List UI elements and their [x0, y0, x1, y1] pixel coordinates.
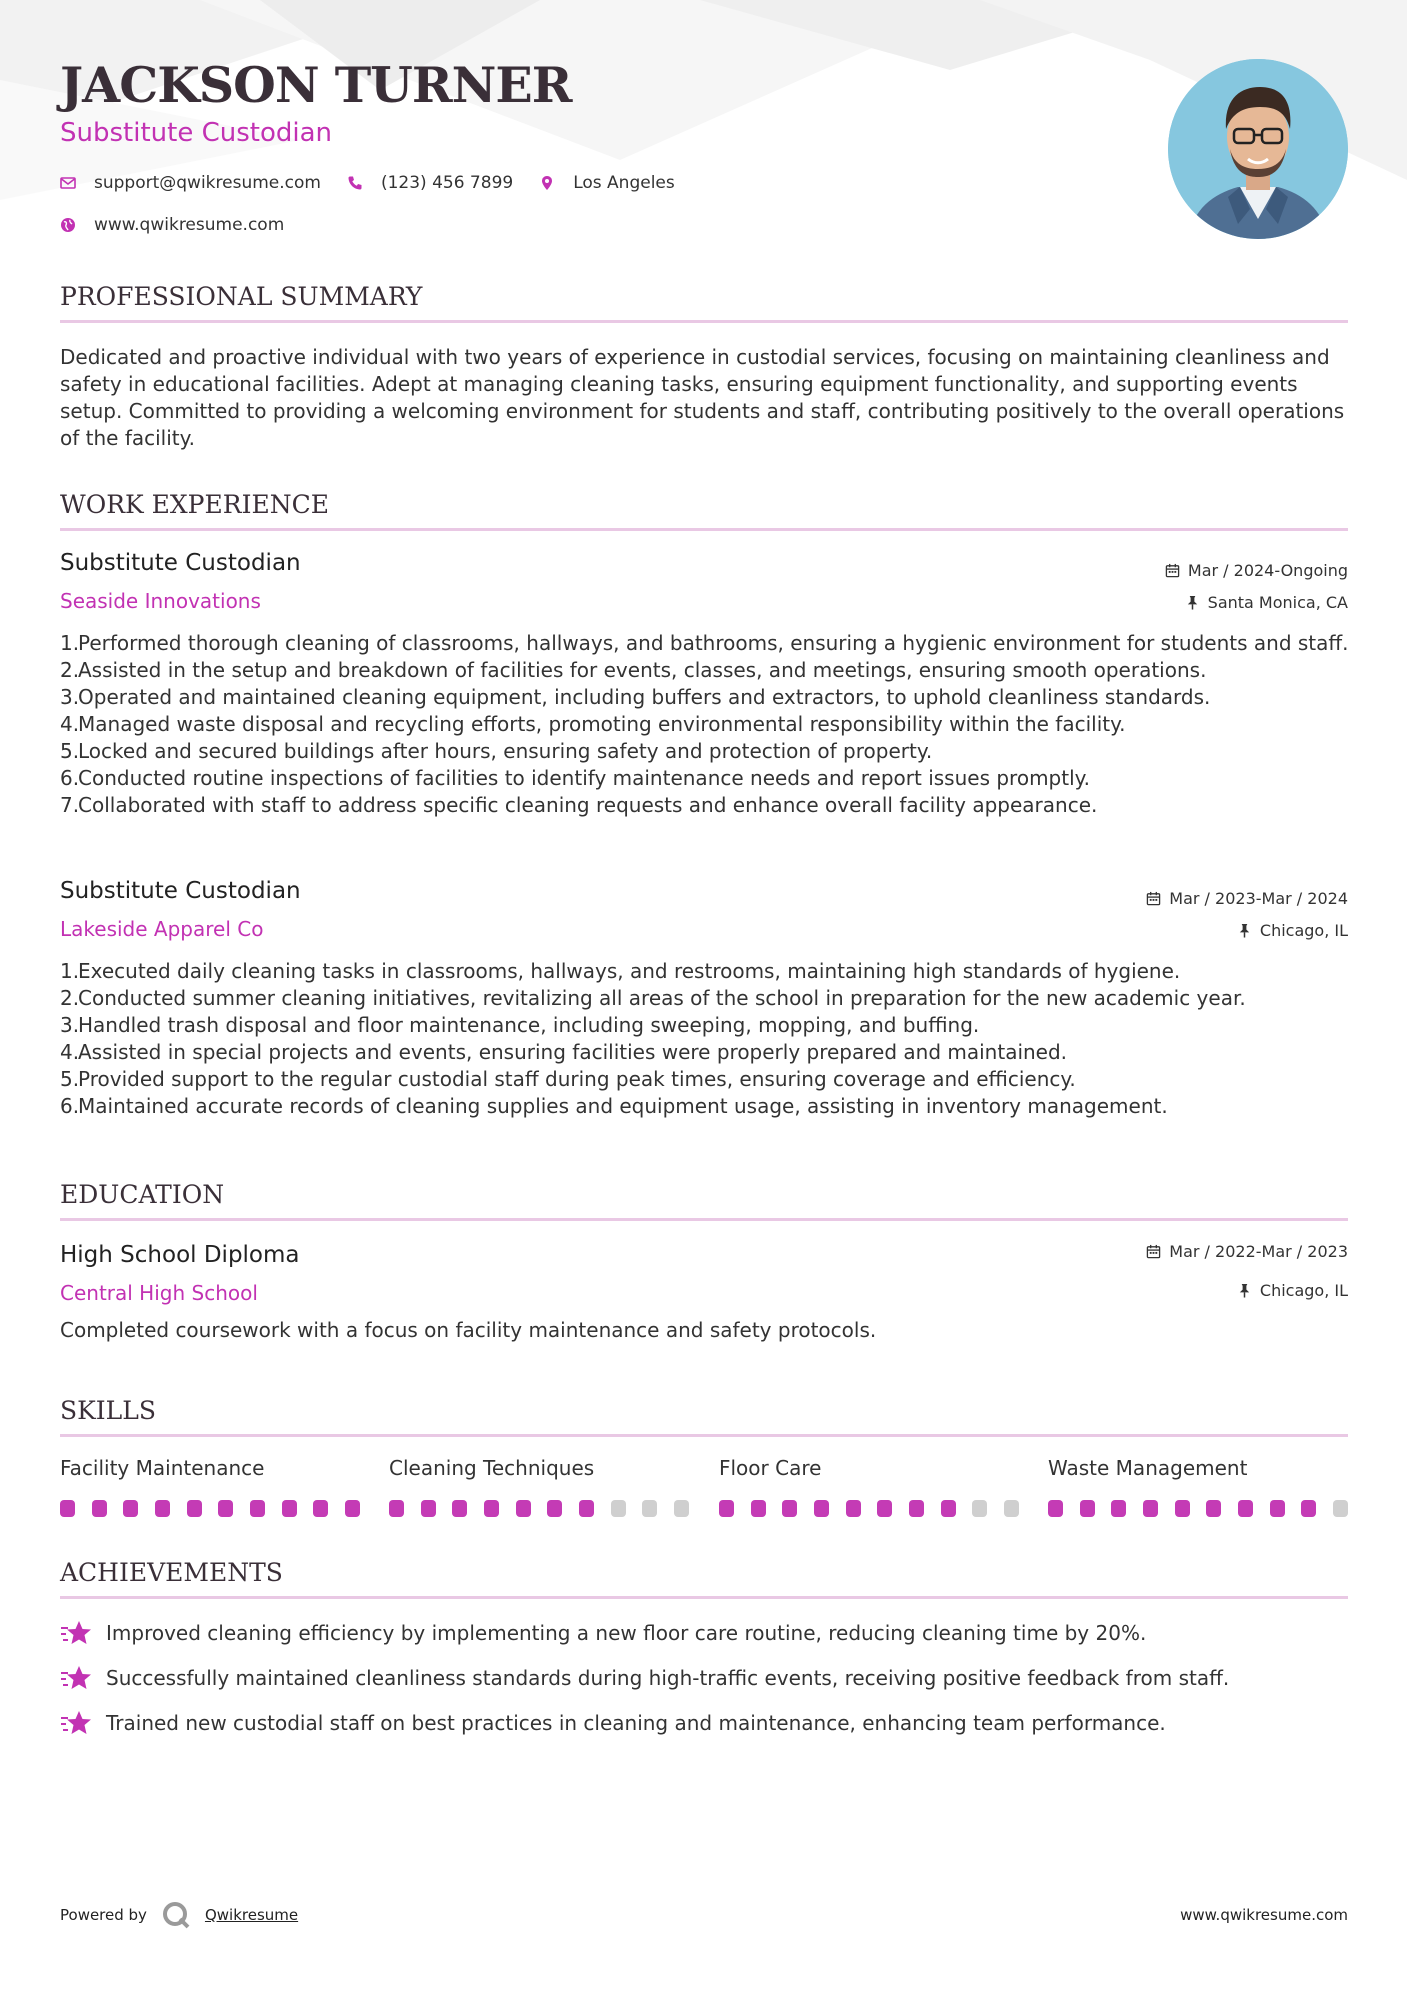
duty-text: Maintained accurate records of cleaning supplies and equipment usage, assisting in inventory management. [78, 1094, 1168, 1118]
contact-row [60, 173, 701, 193]
skill-item [1048, 1456, 1348, 1517]
skill-dot [123, 1500, 138, 1517]
contact-row-website [60, 215, 310, 235]
achievement-text: Improved cleaning efficiency by implementing a new floor care routine, reducing cleaning time by 20%. [106, 1621, 1147, 1645]
skill-name: Facility Maintenance [60, 1456, 265, 1480]
section-title-skills: SKILLS [60, 1396, 157, 1425]
skill-item [719, 1456, 1019, 1517]
skill-dot [484, 1500, 499, 1517]
skill-dot [421, 1500, 436, 1517]
achievement-item [60, 1619, 1146, 1647]
duty-text: Performed thorough cleaning of classrooms, hallways, and bathrooms, ensuring a hygienic environment for students and staff. [78, 631, 1349, 655]
calendar-icon [1165, 563, 1180, 578]
skill-dot [155, 1500, 170, 1517]
education-location [1237, 1281, 1348, 1300]
duty-text: Conducted routine inspections of facilities to identify maintenance needs and report issues promptly. [78, 766, 1090, 790]
skill-dot [1270, 1500, 1285, 1517]
duty-text: Operated and maintained cleaning equipment, including buffers and extractors, to uphold cleanliness standards. [78, 685, 1211, 709]
skill-dot [941, 1500, 956, 1517]
contact-phone[interactable] [347, 173, 513, 193]
footer-powered-by [60, 1900, 298, 1930]
duty-text: Managed waste disposal and recycling efforts, promoting environmental responsibility within the facility. [78, 712, 1126, 736]
skill-dot [751, 1500, 766, 1517]
job-dates-text: Mar / 2023-Mar / 2024 [1169, 889, 1348, 908]
list-item: 5. Provided support to the regular custodial staff during peak times, ensuring coverage and efficiency. [60, 1067, 1076, 1091]
job-location [1185, 593, 1348, 612]
duty-text: Assisted in the setup and breakdown of facilities for events, classes, and meetings, ensuring smooth operations. [78, 658, 1207, 682]
duty-text: Locked and secured buildings after hours, ensuring safety and protection of property. [78, 739, 933, 763]
skill-dot [782, 1500, 797, 1517]
list-item: 5. Locked and secured buildings after hours, ensuring safety and protection of property. [60, 739, 933, 763]
skill-dot [579, 1500, 594, 1517]
list-item: 6. Conducted routine inspections of facilities to identify maintenance needs and report issues promptly. [60, 766, 1090, 790]
envelope-icon [60, 175, 76, 191]
duty-text: Conducted summer cleaning initiatives, revitalizing all areas of the school in preparation for the new academic year. [78, 986, 1246, 1010]
skill-dot [611, 1500, 626, 1517]
skill-dot [92, 1500, 107, 1517]
list-item: 2. Assisted in the setup and breakdown of facilities for events, classes, and meetings, ensuring smooth operations. [60, 658, 1207, 682]
skill-dot [60, 1500, 75, 1517]
section-divider [60, 320, 1348, 323]
globe-icon [60, 217, 76, 233]
list-item: 4. Managed waste disposal and recycling efforts, promoting environmental responsibility within the facility. [60, 712, 1126, 736]
job-duties-list [60, 958, 1350, 1120]
skill-dot [719, 1500, 734, 1517]
skill-dot [1206, 1500, 1221, 1517]
candidate-name: JACKSON TURNER [60, 56, 572, 114]
education-dates-text: Mar / 2022-Mar / 2023 [1169, 1242, 1348, 1261]
skill-dot [909, 1500, 924, 1517]
job-duties-list [60, 630, 1350, 819]
list-item: 6. Maintained accurate records of cleaning supplies and equipment usage, assisting in inventory management. [60, 1094, 1168, 1118]
calendar-icon [1146, 1244, 1161, 1259]
job-location-text: Santa Monica, CA [1207, 593, 1348, 612]
section-divider [60, 528, 1348, 531]
list-item: 3. Handled trash disposal and floor maintenance, including sweeping, mopping, and buffing. [60, 1013, 980, 1037]
job-title: Substitute Custodian [60, 550, 301, 576]
company-name: Seaside Innovations [60, 589, 261, 613]
pushpin-icon [1185, 595, 1200, 610]
achievement-item [60, 1664, 1229, 1692]
skill-rating [60, 1500, 360, 1517]
skill-dot [516, 1500, 531, 1517]
duty-text: Provided support to the regular custodial staff during peak times, ensuring coverage and efficiency. [78, 1067, 1076, 1091]
duty-text: Collaborated with staff to address specific cleaning requests and enhance overall facility appearance. [78, 793, 1098, 817]
powered-by-label: Powered by [60, 1906, 147, 1924]
person-avatar-icon [1168, 59, 1348, 239]
list-item: 4. Assisted in special projects and events, ensuring facilities were properly prepared and maintained. [60, 1040, 1068, 1064]
star-icon [60, 1664, 92, 1692]
profile-photo [1168, 59, 1348, 239]
section-title-experience: WORK EXPERIENCE [60, 490, 329, 519]
skill-name: Waste Management [1048, 1456, 1248, 1480]
job-dates [1165, 561, 1348, 580]
qwikresume-logo-icon [161, 1900, 191, 1930]
map-pin-icon [539, 175, 555, 191]
section-title-summary: PROFESSIONAL SUMMARY [60, 282, 423, 311]
pushpin-icon [1237, 1283, 1252, 1298]
skill-dot [389, 1500, 404, 1517]
summary-text: Dedicated and proactive individual with two years of experience in custodial services, focusing on maintaining cleanliness and safety in educational facilities. Adept at managing cleaning tasks, ensuring equipment functionality, and supporting events setup. Committed to providing a welcoming environment for students and staff, contributing positively to the overall operations of the facility. [60, 345, 1345, 450]
duty-text: Executed daily cleaning tasks in classrooms, hallways, and restrooms, maintaining high standards of hygiene. [78, 959, 1181, 983]
phone-icon [347, 175, 363, 191]
skill-rating [719, 1500, 1019, 1517]
skill-dot [1333, 1500, 1348, 1517]
skill-dot [313, 1500, 328, 1517]
skill-dot [1111, 1500, 1126, 1517]
skill-dot [877, 1500, 892, 1517]
skill-dot [1048, 1500, 1063, 1517]
contact-website[interactable] [60, 215, 284, 235]
duty-text: Assisted in special projects and events, ensuring facilities were properly prepared and maintained. [78, 1040, 1068, 1064]
education-dates [1146, 1242, 1348, 1261]
skill-dot [282, 1500, 297, 1517]
phone-text: (123) 456 7899 [380, 173, 514, 193]
job-location-text: Chicago, IL [1259, 921, 1348, 940]
job-dates [1146, 889, 1348, 908]
list-item: 2. Conducted summer cleaning initiatives, revitalizing all areas of the school in preparation for the new academic year. [60, 986, 1246, 1010]
section-divider [60, 1434, 1348, 1437]
skill-rating [1048, 1500, 1348, 1517]
skill-dot [345, 1500, 360, 1517]
achievement-text: Successfully maintained cleanliness standards during high-traffic events, receiving positive feedback from staff. [106, 1666, 1230, 1690]
section-title-education: EDUCATION [60, 1180, 225, 1209]
contact-location [539, 173, 675, 193]
skill-dot [642, 1500, 657, 1517]
skill-item [389, 1456, 689, 1517]
skill-dot [1080, 1500, 1095, 1517]
skill-dot [1238, 1500, 1253, 1517]
skill-rating [389, 1500, 689, 1517]
website-text: www.qwikresume.com [94, 215, 285, 235]
skill-name: Floor Care [719, 1456, 822, 1480]
pushpin-icon [1237, 923, 1252, 938]
contact-email[interactable] [60, 173, 321, 193]
skill-name: Cleaning Techniques [389, 1456, 595, 1480]
company-name: Lakeside Apparel Co [60, 917, 264, 941]
achievement-item [60, 1709, 1166, 1737]
skill-dot [452, 1500, 467, 1517]
skill-dot [1301, 1500, 1316, 1517]
skill-item [60, 1456, 360, 1517]
school-name: Central High School [60, 1281, 258, 1305]
skill-dot [250, 1500, 265, 1517]
achievement-text: Trained new custodial staff on best practices in cleaning and maintenance, enhancing team performance. [106, 1711, 1166, 1735]
email-text: support@qwikresume.com [94, 173, 321, 193]
education-description: Completed coursework with a focus on facility maintenance and safety protocols. [60, 1318, 877, 1342]
location-text: Los Angeles [573, 173, 675, 193]
job-location [1237, 921, 1348, 940]
calendar-icon [1146, 891, 1161, 906]
candidate-role: Substitute Custodian [60, 118, 332, 148]
skill-dot [547, 1500, 562, 1517]
skill-dot [846, 1500, 861, 1517]
skill-dot [187, 1500, 202, 1517]
job-dates-text: Mar / 2024-Ongoing [1187, 561, 1348, 580]
skill-dot [814, 1500, 829, 1517]
footer-website[interactable]: www.qwikresume.com [1180, 1906, 1348, 1924]
duty-text: Handled trash disposal and floor maintenance, including sweeping, mopping, and buffing. [78, 1013, 980, 1037]
list-item: 1. Performed thorough cleaning of classrooms, hallways, and bathrooms, ensuring a hygienic environment for students and staff. [60, 631, 1349, 655]
star-icon [60, 1709, 92, 1737]
section-divider [60, 1218, 1348, 1221]
list-item: 1. Executed daily cleaning tasks in classrooms, hallways, and restrooms, maintaining high standards of hygiene. [60, 959, 1181, 983]
skill-dot [1143, 1500, 1158, 1517]
section-divider [60, 1596, 1348, 1599]
skill-dot [972, 1500, 987, 1517]
skill-dot [1175, 1500, 1190, 1517]
star-icon [60, 1619, 92, 1647]
list-item: 3. Operated and maintained cleaning equipment, including buffers and extractors, to uphold cleanliness standards. [60, 685, 1211, 709]
job-title: Substitute Custodian [60, 878, 301, 904]
education-location-text: Chicago, IL [1259, 1281, 1348, 1300]
section-title-achievements: ACHIEVEMENTS [60, 1558, 283, 1587]
skill-dot [674, 1500, 689, 1517]
degree-title: High School Diploma [60, 1242, 300, 1268]
brand-link[interactable]: Qwikresume [204, 1906, 299, 1924]
skill-dot [218, 1500, 233, 1517]
list-item: 7. Collaborated with staff to address specific cleaning requests and enhance overall facility appearance. [60, 793, 1098, 817]
skill-dot [1004, 1500, 1019, 1517]
